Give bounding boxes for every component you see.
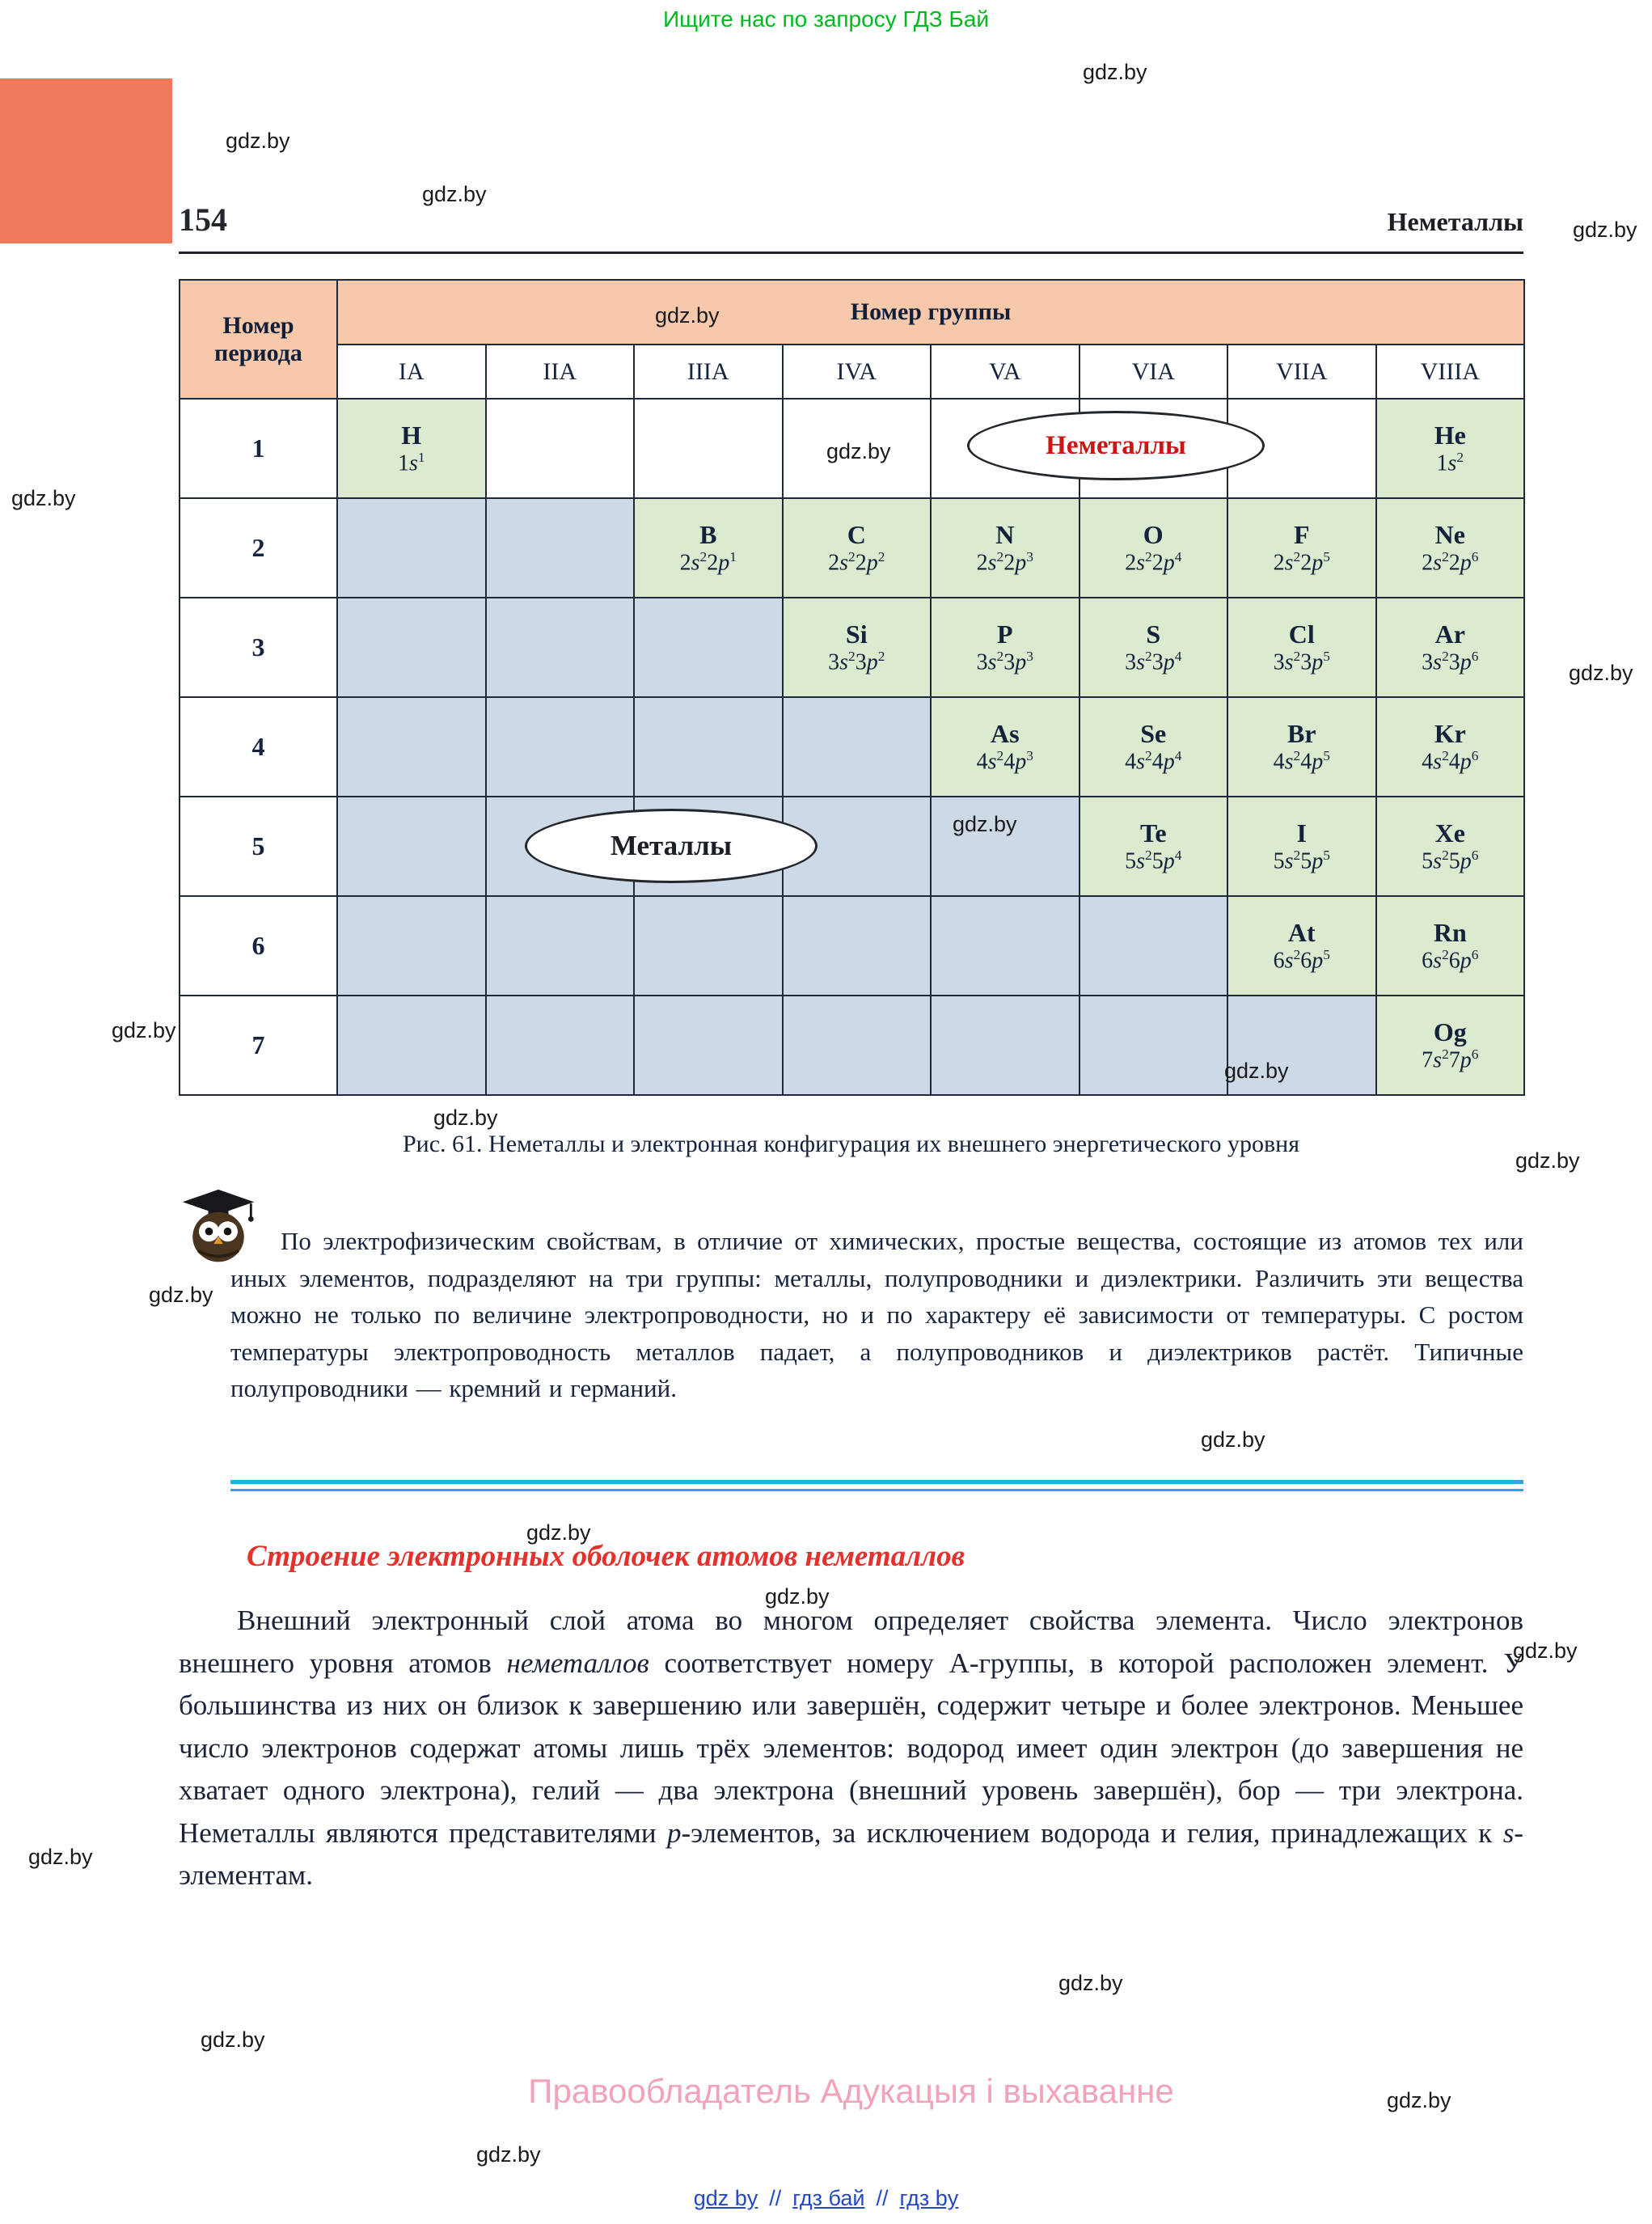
gdz-watermark: gdz.by <box>826 439 891 463</box>
page-header <box>179 201 1523 254</box>
metals-oval <box>525 809 818 883</box>
bottom-links <box>0 2186 1652 2211</box>
figure-periodic-table <box>179 279 1523 1096</box>
element-cell-Te: Te $5s^25p^4$ <box>1080 797 1228 896</box>
gdz-watermark: gdz.by <box>112 1018 176 1042</box>
element-cell-Ne: Ne $2s^22p^6$ <box>1376 498 1525 598</box>
metals-region-cell <box>337 996 486 1095</box>
gdz-watermark: gdz.by <box>11 486 76 510</box>
metals-oval-label: Металлы <box>610 830 733 861</box>
element-cell-C: C $2s^22p^2$ <box>783 498 932 598</box>
gdz-watermark: gdz.by <box>226 129 290 153</box>
gdz-watermark: gdz.by <box>476 2142 541 2167</box>
group-header-VIIA: VIIA <box>1227 345 1376 399</box>
metals-region-cell <box>931 896 1080 996</box>
metals-region-cell <box>634 996 783 1095</box>
group-header-row <box>180 345 1524 399</box>
gdz-watermark: gdz.by <box>765 1584 830 1609</box>
group-header-IA: IA <box>337 345 486 399</box>
gdz-watermark: gdz.by <box>201 2027 265 2052</box>
section-heading: Строение электронных оболочек атомов неметаллов <box>247 1540 965 1573</box>
period-number-2: 2 <box>180 498 337 598</box>
metals-region-cell <box>337 498 486 598</box>
period-number-5: 5 <box>180 797 337 896</box>
periodic-table-body <box>180 399 1524 1095</box>
gdz-watermark: gdz.by <box>1573 218 1637 242</box>
link-separator: // <box>769 2186 782 2210</box>
info-paragraph: По электрофизическим свойствам, в отличие от химических, простые вещества, состоящие из атомов тех или иных элементов, подразделяют на три группы: металлы, полупроводники и диэлектрики. Различить эти вещества можно не только по величине электропроводности, но и по характеру её зависимости от температуры. С ростом температуры электропроводность металлов падает, а полупроводников и диэлектриков растёт. Типичные полупроводники — кремний и германий. <box>230 1227 1523 1403</box>
chapter-header: Неметаллы <box>1387 207 1523 236</box>
section-paragraph: Внешний электронный слой атома во многом определяет свойства элемента. Число электронов внешнего уровня атомов неметаллов соответствует номеру А-группы, в которой расположен элемент. У большинства из них он близок к завершению или завершён, содержит четыре и более электронов. Меньшее число электронов содержат атомы лишь трёх элементов: водород имеет один электрон (до завершения не хватает одного электрона), гелий — два электрона (внешний уровень завершён), бор — три электрона. Неметаллы являются представителями p-элементов, за исключением водорода и гелия, принадлежащих к s-элементам. <box>179 1605 1523 1891</box>
blue-divider-rule <box>230 1480 1523 1491</box>
period-number-7: 7 <box>180 996 337 1095</box>
gdz-watermark: gdz.by <box>149 1283 213 1307</box>
metals-region-cell <box>634 598 783 697</box>
periodic-table <box>179 279 1525 1096</box>
gdz-watermark: gdz.by <box>1387 2088 1451 2112</box>
element-cell-Og: Og $7s^27p^6$ <box>1376 996 1525 1095</box>
element-cell-O: O $2s^22p^4$ <box>1080 498 1228 598</box>
graduate-owl-icon <box>180 1187 257 1265</box>
metals-region-cell <box>634 697 783 797</box>
element-cell-Si: Si $3s^23p^2$ <box>783 598 932 697</box>
page-number: 154 <box>179 201 227 238</box>
gdz-watermark: gdz.by <box>1513 1638 1578 1663</box>
element-cell-I: I $5s^25p^5$ <box>1227 797 1376 896</box>
metals-region-cell <box>337 896 486 996</box>
element-cell-S: S $3s^23p^4$ <box>1080 598 1228 697</box>
metals-region-cell <box>783 697 932 797</box>
nonmetals-oval <box>967 411 1265 480</box>
gdz-link[interactable]: гдз by <box>899 2186 959 2210</box>
element-cell-At: At $6s^26p^5$ <box>1227 896 1376 996</box>
gdz-watermark: gdz.by <box>526 1520 591 1545</box>
publisher-footer: Правообладатель Адукацыя і выхаванне <box>528 2072 1174 2110</box>
element-cell-H: H $1s^1$ <box>337 399 486 498</box>
group-header-VIIIA: VIIIA <box>1376 345 1525 399</box>
gdz-watermark: gdz.by <box>422 182 487 206</box>
metals-region-cell <box>486 498 635 598</box>
gdz-watermark: gdz.by <box>655 303 720 328</box>
element-cell-F: F $2s^22p^5$ <box>1227 498 1376 598</box>
metals-region-cell <box>1080 996 1228 1095</box>
gdz-watermark: gdz.by <box>1515 1148 1580 1173</box>
gdz-watermark: gdz.by <box>953 812 1017 836</box>
metals-region-cell <box>931 996 1080 1095</box>
element-cell-Xe: Xe $5s^25p^6$ <box>1376 797 1525 896</box>
element-cell-Rn: Rn $6s^26p^6$ <box>1376 896 1525 996</box>
period-number-4: 4 <box>180 697 337 797</box>
group-header-IIIA: IIIA <box>634 345 783 399</box>
period-number-6: 6 <box>180 896 337 996</box>
group-header-VA: VA <box>931 345 1080 399</box>
period-number-3: 3 <box>180 598 337 697</box>
metals-region-cell <box>486 697 635 797</box>
group-header-VIA: VIA <box>1080 345 1228 399</box>
metals-region-cell <box>486 598 635 697</box>
metals-region-cell <box>1080 896 1228 996</box>
empty-cell <box>634 399 783 498</box>
metals-region-cell <box>783 996 932 1095</box>
gdz-watermark: gdz.by <box>1201 1427 1265 1452</box>
element-cell-Ar: Ar $3s^23p^6$ <box>1376 598 1525 697</box>
element-cell-B: B $2s^22p^1$ <box>634 498 783 598</box>
element-cell-Se: Se $4s^24p^4$ <box>1080 697 1228 797</box>
element-cell-As: As $4s^24p^3$ <box>931 697 1080 797</box>
gdz-watermark: gdz.by <box>1569 661 1633 685</box>
element-cell-Br: Br $4s^24p^5$ <box>1227 697 1376 797</box>
metals-region-cell <box>337 697 486 797</box>
period-column-header: Номер периода <box>180 280 337 399</box>
top-banner-text: Ищите нас по запросу ГДЗ Бай <box>662 6 990 32</box>
metals-region-cell <box>486 896 635 996</box>
element-cell-Cl: Cl $3s^23p^5$ <box>1227 598 1376 697</box>
group-header-IIA: IIA <box>486 345 635 399</box>
gdz-watermark: gdz.by <box>28 1845 93 1869</box>
gdz-link[interactable]: гдз бай <box>792 2186 865 2210</box>
metals-region-cell <box>634 896 783 996</box>
figure-caption: Рис. 61. Неметаллы и электронная конфигурация их внешнего энергетического уровня <box>402 1131 1300 1157</box>
metals-region-cell <box>486 996 635 1095</box>
metals-region-cell <box>337 797 486 896</box>
link-separator: // <box>876 2186 889 2210</box>
element-cell-N: N $2s^22p^3$ <box>931 498 1080 598</box>
group-header-IVA: IVA <box>783 345 932 399</box>
metals-region-cell <box>337 598 486 697</box>
gdz-watermark: gdz.by <box>1224 1059 1289 1083</box>
metals-region-cell <box>783 896 932 996</box>
gdz-watermark: gdz.by <box>1058 1971 1123 1995</box>
empty-cell <box>486 399 635 498</box>
nonmetals-oval-label: Неметаллы <box>1046 430 1186 460</box>
element-cell-Kr: Kr $4s^24p^6$ <box>1376 697 1525 797</box>
gdz-watermark: gdz.by <box>1083 60 1147 84</box>
group-row-header: Номер группы <box>337 280 1524 345</box>
element-cell-P: P $3s^23p^3$ <box>931 598 1080 697</box>
gdz-link[interactable]: gdz by <box>693 2186 758 2210</box>
period-number-1: 1 <box>180 399 337 498</box>
element-cell-He: He $1s^2$ <box>1376 399 1525 498</box>
gdz-watermark: gdz.by <box>433 1106 498 1130</box>
orange-corner-block <box>0 78 172 243</box>
